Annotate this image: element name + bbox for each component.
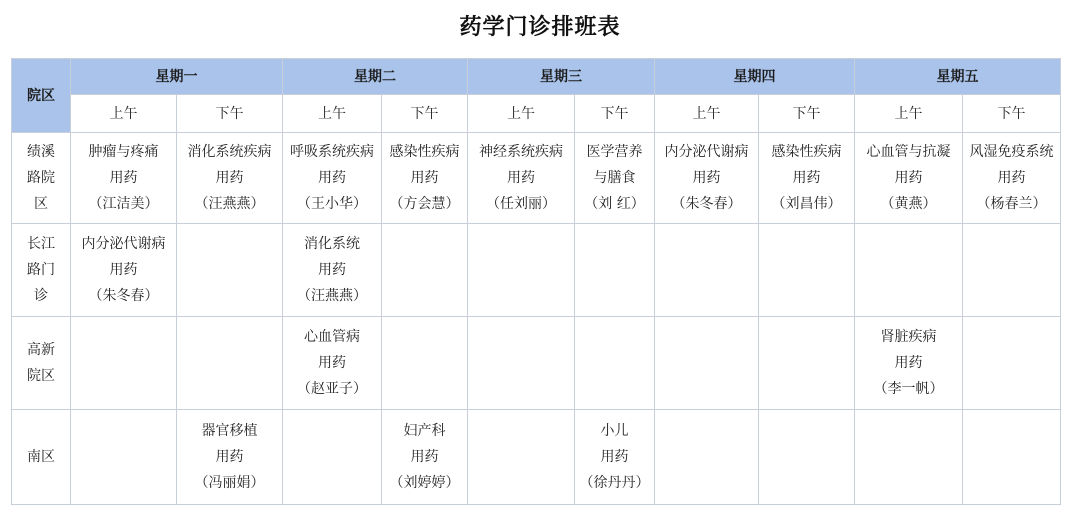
half-header: 下午 bbox=[759, 95, 855, 133]
clinic-specialty: 肾脏疾病 bbox=[880, 329, 937, 345]
clinic-specialty: 用药 bbox=[997, 170, 1026, 186]
pharmacist-name: （王小华） bbox=[297, 196, 367, 212]
clinic-specialty: 用药 bbox=[692, 170, 721, 186]
schedule-cell bbox=[759, 410, 855, 505]
day-header-mon: 星期一 bbox=[71, 59, 283, 95]
clinic-specialty: 用药 bbox=[109, 170, 138, 186]
schedule-cell bbox=[575, 410, 655, 505]
schedule-cell bbox=[177, 410, 283, 505]
campus-name: 南区 bbox=[27, 449, 55, 465]
pharmacist-name: （徐丹丹） bbox=[579, 475, 650, 491]
schedule-cell bbox=[283, 224, 382, 317]
schedule-body bbox=[12, 133, 1061, 505]
schedule-cell bbox=[963, 317, 1061, 410]
half-header: 上午 bbox=[283, 95, 382, 133]
pharmacist-name: （方会慧） bbox=[389, 196, 460, 212]
clinic-specialty: 用药 bbox=[894, 355, 923, 371]
clinic-specialty: 心血管与抗凝 bbox=[866, 144, 951, 160]
schedule-cell bbox=[759, 224, 855, 317]
clinic-specialty: 感染性疾病 bbox=[389, 144, 460, 160]
schedule-cell bbox=[575, 317, 655, 410]
clinic-specialty: 风湿免疫系统 bbox=[969, 144, 1054, 160]
clinic-specialty: 内分泌代谢病 bbox=[664, 144, 749, 160]
page-title: 药学门诊排班表 bbox=[459, 15, 621, 40]
schedule-cell bbox=[177, 317, 283, 410]
schedule-cell bbox=[283, 410, 382, 505]
half-header-row bbox=[12, 95, 1061, 133]
schedule-cell bbox=[855, 410, 963, 505]
schedule-cell bbox=[655, 317, 759, 410]
clinic-specialty: 用药 bbox=[109, 262, 138, 278]
campus-cell bbox=[12, 410, 71, 505]
campus-cell bbox=[12, 317, 71, 410]
schedule-cell bbox=[382, 317, 468, 410]
schedule-cell bbox=[855, 317, 963, 410]
table-row bbox=[12, 224, 1061, 317]
schedule-cell bbox=[468, 133, 575, 224]
half-header: 上午 bbox=[71, 95, 177, 133]
schedule-cell bbox=[71, 317, 177, 410]
schedule-cell bbox=[71, 224, 177, 317]
clinic-specialty: 用药 bbox=[410, 170, 439, 186]
clinic-specialty: 心血管病 bbox=[304, 329, 360, 345]
pharmacist-name: （朱冬春） bbox=[88, 288, 159, 304]
schedule-cell bbox=[468, 317, 575, 410]
clinic-specialty: 用药 bbox=[410, 449, 439, 465]
clinic-specialty: 用药 bbox=[318, 355, 346, 371]
schedule-cell bbox=[575, 224, 655, 317]
table-row bbox=[12, 133, 1061, 224]
clinic-specialty: 神经系统疾病 bbox=[479, 144, 563, 160]
pharmacist-name: （黄燕） bbox=[880, 196, 937, 212]
half-header: 上午 bbox=[655, 95, 759, 133]
schedule-cell bbox=[177, 133, 283, 224]
schedule-cell bbox=[759, 317, 855, 410]
clinic-specialty: 用药 bbox=[318, 170, 346, 186]
table-row bbox=[12, 317, 1061, 410]
pharmacist-name: （李一帆） bbox=[873, 381, 944, 397]
clinic-specialty: 用药 bbox=[318, 262, 346, 278]
clinic-specialty: 医学营养 bbox=[586, 144, 643, 160]
pharmacist-name: （刘昌伟） bbox=[771, 196, 842, 212]
pharmacist-name: （刘婷婷） bbox=[389, 475, 460, 491]
pharmacist-name: （杨春兰） bbox=[976, 196, 1047, 212]
clinic-specialty: 内分泌代谢病 bbox=[81, 236, 166, 252]
schedule-table bbox=[11, 58, 1061, 505]
schedule-cell bbox=[855, 133, 963, 224]
schedule-cell bbox=[177, 224, 283, 317]
clinic-specialty: 消化系统疾病 bbox=[187, 144, 272, 160]
day-header-row bbox=[12, 59, 1061, 95]
schedule-cell bbox=[855, 224, 963, 317]
clinic-specialty: 用药 bbox=[894, 170, 923, 186]
schedule-cell bbox=[759, 133, 855, 224]
day-header-thu: 星期四 bbox=[655, 59, 855, 95]
clinic-specialty: 呼吸系统疾病 bbox=[290, 144, 374, 160]
table-row bbox=[12, 410, 1061, 505]
schedule-cell bbox=[71, 133, 177, 224]
schedule-cell bbox=[963, 224, 1061, 317]
schedule-cell bbox=[283, 133, 382, 224]
pharmacist-name: （江洁美） bbox=[88, 196, 159, 212]
campus-name: 高新院区 bbox=[27, 342, 55, 384]
pharmacist-name: （冯丽娟） bbox=[194, 475, 265, 491]
schedule-cell bbox=[382, 224, 468, 317]
clinic-specialty: 用药 bbox=[507, 170, 535, 186]
schedule-cell bbox=[468, 410, 575, 505]
half-header: 下午 bbox=[382, 95, 468, 133]
clinic-specialty: 用药 bbox=[215, 449, 244, 465]
schedule-cell bbox=[575, 133, 655, 224]
clinic-specialty: 用药 bbox=[215, 170, 244, 186]
schedule-cell bbox=[382, 410, 468, 505]
half-header: 下午 bbox=[575, 95, 655, 133]
pharmacist-name: （汪燕燕） bbox=[194, 196, 265, 212]
schedule-cell bbox=[71, 410, 177, 505]
schedule-cell bbox=[655, 133, 759, 224]
pharmacist-name: （汪燕燕） bbox=[297, 288, 367, 304]
pharmacist-name: （朱冬春） bbox=[671, 196, 742, 212]
corner-header: 院区 bbox=[12, 59, 71, 133]
clinic-specialty: 感染性疾病 bbox=[771, 144, 842, 160]
schedule-cell bbox=[468, 224, 575, 317]
clinic-specialty: 肿瘤与疼痛 bbox=[88, 144, 159, 160]
schedule-cell bbox=[655, 224, 759, 317]
day-header-wed: 星期三 bbox=[468, 59, 655, 95]
pharmacist-name: （刘 红） bbox=[584, 196, 645, 212]
clinic-specialty: 妇产科 bbox=[403, 423, 446, 439]
campus-cell bbox=[12, 224, 71, 317]
day-header-fri: 星期五 bbox=[855, 59, 1061, 95]
clinic-specialty: 小儿 bbox=[600, 423, 629, 439]
half-header: 上午 bbox=[468, 95, 575, 133]
schedule-cell bbox=[283, 317, 382, 410]
day-header-tue: 星期二 bbox=[283, 59, 468, 95]
half-header: 下午 bbox=[177, 95, 283, 133]
campus-name: 绩溪路院区 bbox=[27, 144, 55, 212]
schedule-cell bbox=[655, 410, 759, 505]
campus-name: 长江路门诊 bbox=[27, 236, 55, 304]
clinic-specialty: 用药 bbox=[600, 449, 629, 465]
schedule-cell bbox=[382, 133, 468, 224]
clinic-specialty: 消化系统 bbox=[304, 236, 360, 252]
pharmacist-name: （任刘丽） bbox=[486, 196, 556, 212]
pharmacist-name: （赵亚子） bbox=[297, 381, 367, 397]
campus-cell bbox=[12, 133, 71, 224]
schedule-cell bbox=[963, 133, 1061, 224]
half-header: 上午 bbox=[855, 95, 963, 133]
half-header: 下午 bbox=[963, 95, 1061, 133]
clinic-specialty: 器官移植 bbox=[201, 423, 258, 439]
schedule-cell bbox=[963, 410, 1061, 505]
clinic-specialty: 与膳食 bbox=[593, 170, 636, 186]
clinic-specialty: 用药 bbox=[792, 170, 821, 186]
